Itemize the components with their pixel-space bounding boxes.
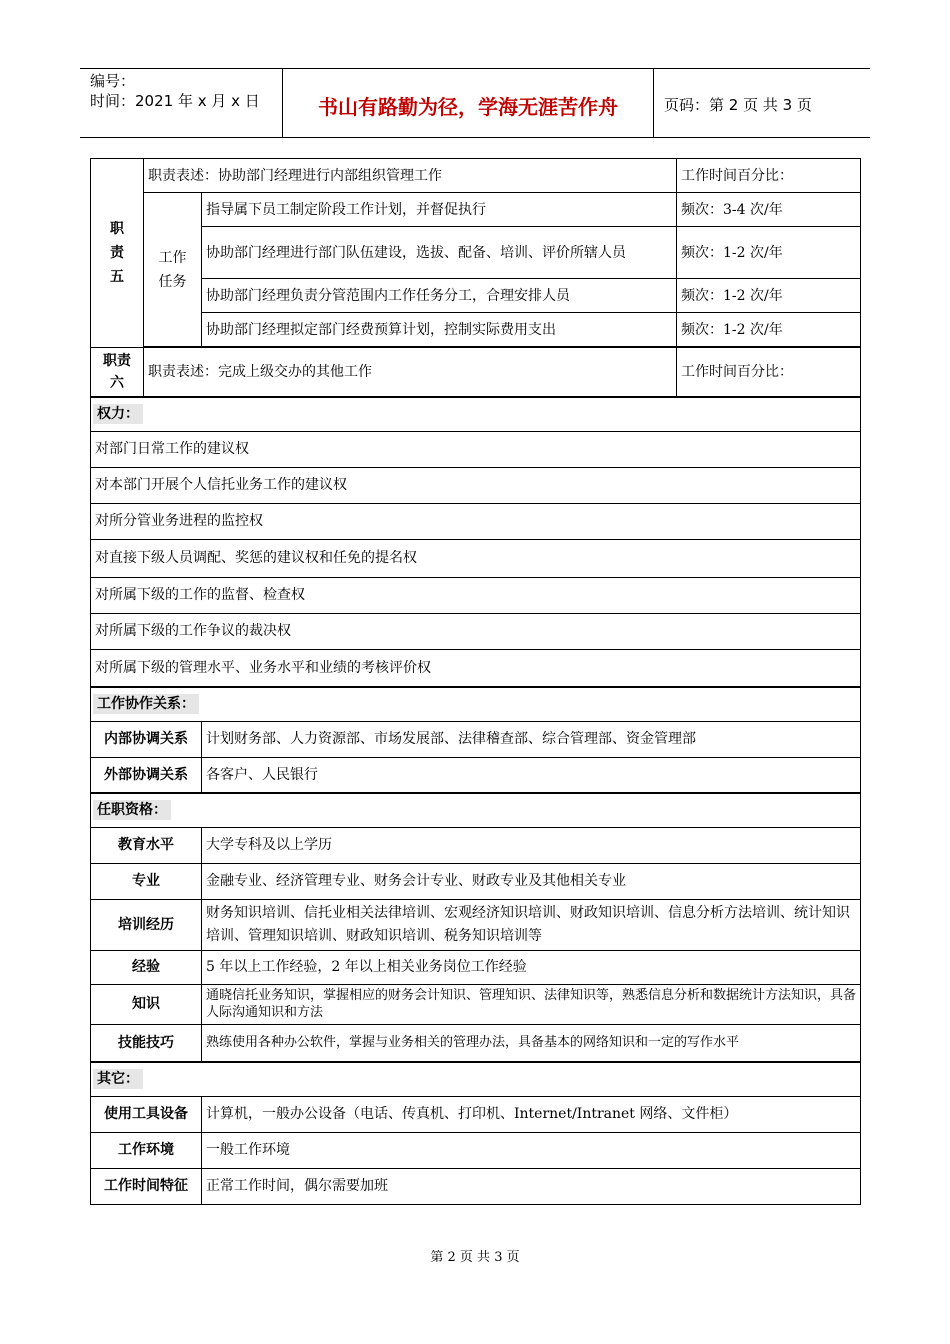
- training-row: [91, 899, 861, 950]
- duty5-task-row: [91, 313, 861, 347]
- major-label: 专业: [91, 863, 202, 899]
- external-coordination-value: 各客户、人民银行: [202, 757, 861, 793]
- experience-value: 5 年以上工作经验，2 年以上相关业务岗位工作经验: [202, 950, 861, 984]
- duty5-task-freq: 频次：3-4 次/年: [677, 193, 861, 227]
- cooperation-title: 工作协作关系：: [93, 694, 199, 714]
- duty5-label: 职 责 五: [91, 159, 144, 348]
- skills-value: 熟练使用各种办公软件，掌握与业务相关的管理办法，具备基本的网络知识和一定的写作水平: [202, 1024, 861, 1062]
- duty6-row: [91, 348, 861, 398]
- qualifications-title: 任职资格：: [93, 800, 171, 820]
- number-label: 编号：: [90, 72, 136, 90]
- environment-label: 工作环境: [91, 1132, 202, 1168]
- duty5-task-label: 工作 任务: [144, 193, 202, 347]
- power-item: 对所属下级的工作争议的裁决权: [91, 613, 861, 649]
- duty6-label: 职责 六: [91, 348, 144, 398]
- power-item: 对部门日常工作的建议权: [91, 431, 861, 467]
- duty5-task-row: [91, 227, 861, 279]
- duty5-time-percent: 工作时间百分比：: [677, 159, 861, 193]
- education-label: 教育水平: [91, 827, 202, 863]
- duty5-task-freq: 频次：1-2 次/年: [677, 313, 861, 347]
- internal-coordination-label: 内部协调关系: [91, 721, 202, 757]
- major-row: [91, 863, 861, 899]
- other-title: 其它：: [93, 1069, 143, 1089]
- experience-row: [91, 950, 861, 984]
- qualifications-header-row: [91, 793, 861, 827]
- skills-label: 技能技巧: [91, 1024, 202, 1062]
- duty6-time-percent: 工作时间百分比：: [677, 348, 861, 398]
- power-item: 对所属下级的管理水平、业务水平和业绩的考核评价权: [91, 649, 861, 687]
- duty5-description: 职责表述：协助部门经理进行内部组织管理工作: [144, 159, 677, 193]
- duty6-description: 职责表述：完成上级交办的其他工作: [144, 348, 677, 398]
- power-row: [91, 467, 861, 503]
- power-row: [91, 431, 861, 467]
- power-row: [91, 649, 861, 687]
- time-label: 时间：2021 年 x 月 x 日: [90, 92, 260, 110]
- power-item: 对本部门开展个人信托业务工作的建议权: [91, 467, 861, 503]
- duty5-description-row: [91, 159, 861, 193]
- duty5-task-row: [91, 279, 861, 313]
- tools-value: 计算机，一般办公设备（电话、传真机、打印机、Internet/Intranet 网络、文件柜）: [202, 1096, 861, 1132]
- powers-title: 权力：: [93, 404, 143, 424]
- page-footer: 第 2 页 共 3 页: [430, 1250, 520, 1265]
- power-item: 对直接下级人员调配、奖惩的建议权和任免的提名权: [91, 539, 861, 577]
- power-row: [91, 577, 861, 613]
- duty5-task-text: 协助部门经理负责分管范围内工作任务分工，合理安排人员: [202, 279, 677, 313]
- experience-label: 经验: [91, 950, 202, 984]
- page-header: [80, 68, 870, 138]
- duty5-task-text: 协助部门经理进行部门队伍建设，选拔、配备、培训、评价所辖人员: [202, 227, 677, 279]
- tools-label: 使用工具设备: [91, 1096, 202, 1132]
- internal-coordination-value: 计划财务部、人力资源部、市场发展部、法律稽查部、综合管理部、资金管理部: [202, 721, 861, 757]
- header-page-info: 页码：第 2 页 共 3 页: [664, 96, 812, 114]
- knowledge-label: 知识: [91, 984, 202, 1024]
- power-item: 对所属下级的工作的监督、检查权: [91, 577, 861, 613]
- work-time-label: 工作时间特征: [91, 1168, 202, 1204]
- job-description-table: [90, 158, 861, 1205]
- training-label: 培训经历: [91, 899, 202, 950]
- other-header-row: [91, 1062, 861, 1096]
- powers-header-row: [91, 397, 861, 431]
- external-coordination-label: 外部协调关系: [91, 757, 202, 793]
- header-meta: [90, 71, 260, 111]
- major-value: 金融专业、经济管理专业、财务会计专业、财政专业及其他相关专业: [202, 863, 861, 899]
- power-row: [91, 503, 861, 539]
- external-coordination-row: [91, 757, 861, 793]
- work-time-value: 正常工作时间，偶尔需要加班: [202, 1168, 861, 1204]
- duty5-task-text: 协助部门经理拟定部门经费预算计划，控制实际费用支出: [202, 313, 677, 347]
- knowledge-value: 通晓信托业务知识，掌握相应的财务会计知识、管理知识、法律知识等，熟悉信息分析和数据统计方法知识，具备人际沟通知识和方法: [202, 984, 861, 1024]
- education-value: 大学专科及以上学历: [202, 827, 861, 863]
- power-row: [91, 613, 861, 649]
- header-motto: 书山有路勤为径，学海无涯苦作舟: [318, 95, 618, 119]
- environment-value: 一般工作环境: [202, 1132, 861, 1168]
- header-divider: [653, 69, 654, 137]
- internal-coordination-row: [91, 721, 861, 757]
- training-value: 财务知识培训、信托业相关法律培训、宏观经济知识培训、财政知识培训、信息分析方法培训、统计知识培训、管理知识培训、财政知识培训、税务知识培训等: [202, 899, 861, 950]
- duty5-task-freq: 频次：1-2 次/年: [677, 279, 861, 313]
- skills-row: [91, 1024, 861, 1062]
- cooperation-header-row: [91, 687, 861, 721]
- knowledge-row: [91, 984, 861, 1024]
- tools-row: [91, 1096, 861, 1132]
- duty5-task-freq: 频次：1-2 次/年: [677, 227, 861, 279]
- environment-row: [91, 1132, 861, 1168]
- duty5-task-row: [91, 193, 861, 227]
- duty5-task-text: 指导属下员工制定阶段工作计划，并督促执行: [202, 193, 677, 227]
- power-item: 对所分管业务进程的监控权: [91, 503, 861, 539]
- power-row: [91, 539, 861, 577]
- education-row: [91, 827, 861, 863]
- work-time-row: [91, 1168, 861, 1204]
